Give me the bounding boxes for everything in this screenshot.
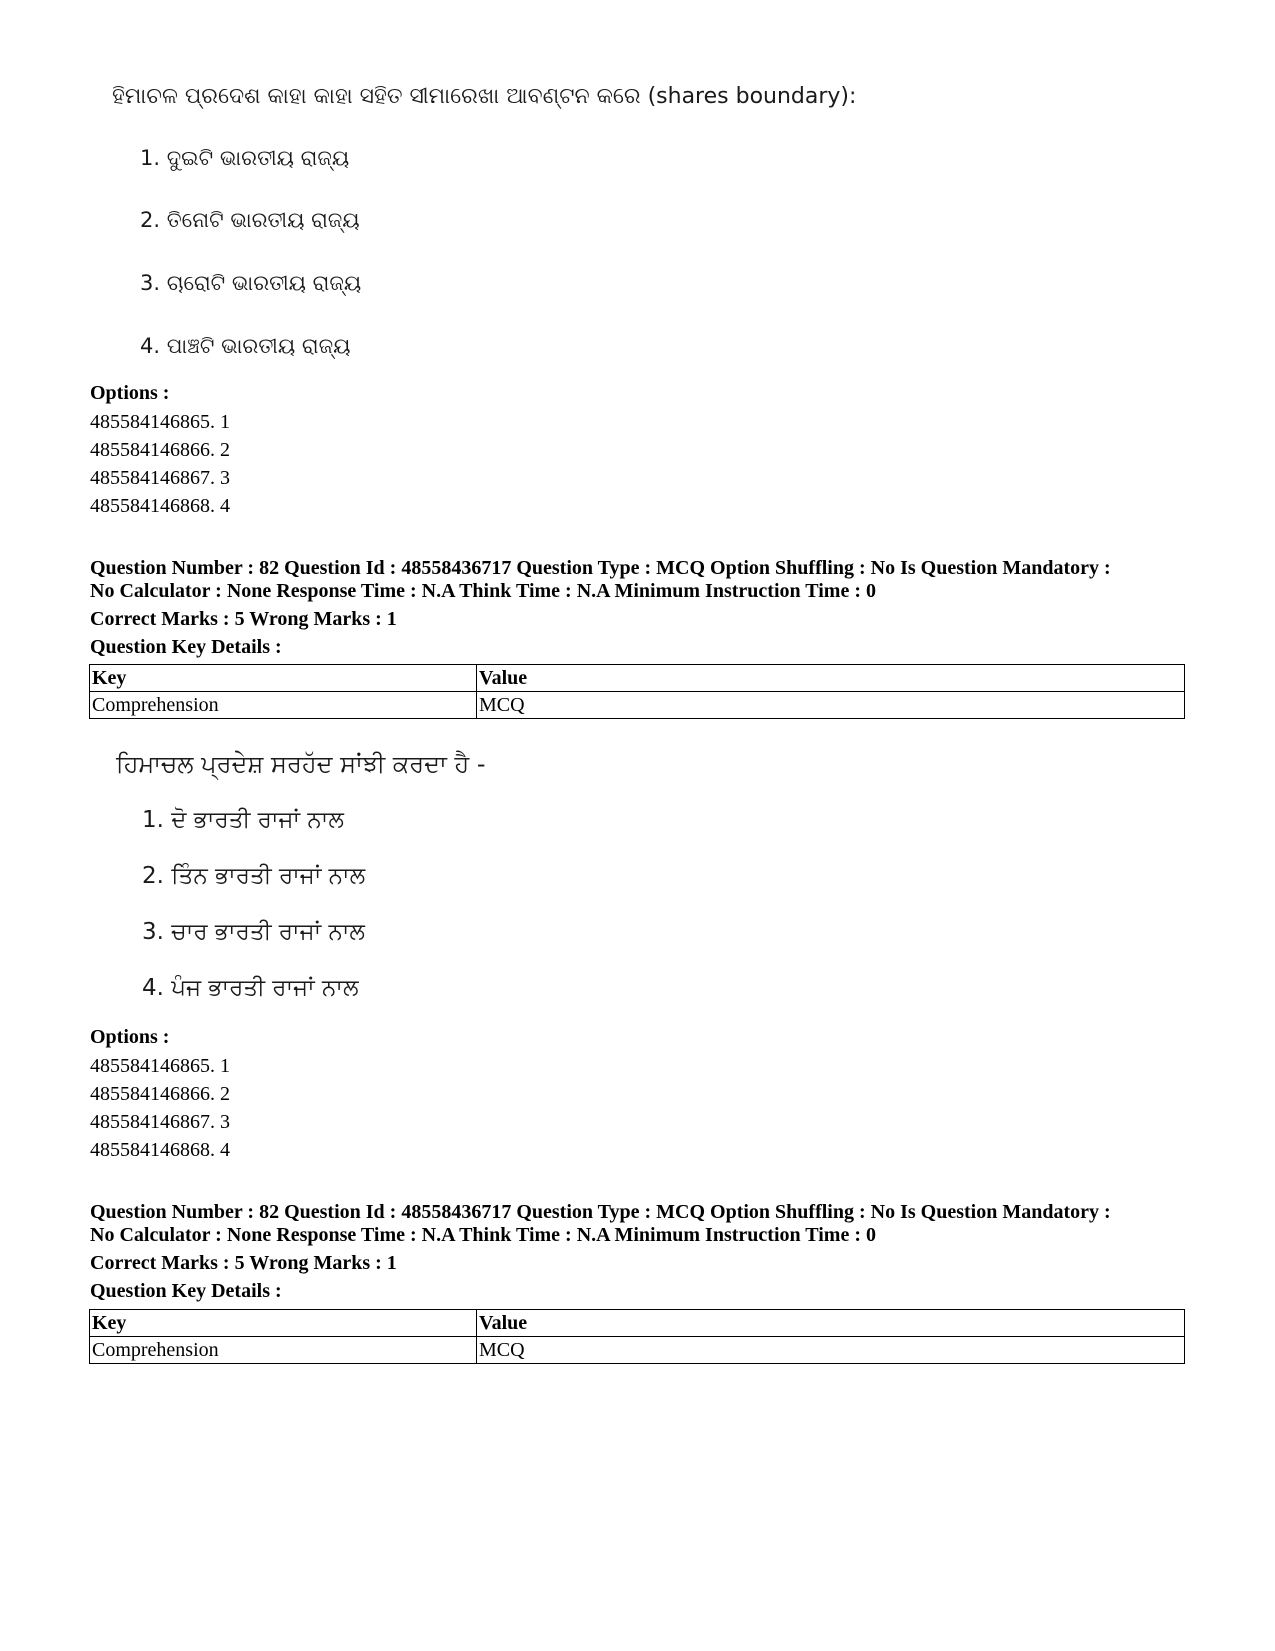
question-choice: 2. ਤਿੰਨ ਭਾਰਤੀ ਰਾਜਾਂ ਨਾਲ bbox=[142, 863, 366, 889]
question-marks: Correct Marks : 5 Wrong Marks : 1 bbox=[90, 1252, 397, 1274]
option-item: 485584146868. 4 bbox=[90, 1139, 230, 1161]
table-row bbox=[90, 1337, 1185, 1364]
question-choice: 3. ଚାରୋଟି ଭାରତୀୟ ରାଜ୍ୟ bbox=[140, 271, 362, 295]
table-cell-key: Comprehension bbox=[90, 692, 477, 719]
options-heading: Options : bbox=[90, 382, 170, 404]
options-list bbox=[90, 1052, 230, 1164]
table-header-row bbox=[90, 665, 1185, 692]
question-meta-line: No Calculator : None Response Time : N.A Think Time : N.A Minimum Instruction Time : 0 bbox=[90, 580, 876, 602]
options-list bbox=[90, 408, 230, 520]
option-item: 485584146865. 1 bbox=[90, 411, 230, 433]
table-header-value: Value bbox=[477, 665, 1185, 692]
question-key-table bbox=[89, 664, 1185, 719]
question-stem: ਹਿਮਾਚਲ ਪ੍ਰਦੇਸ਼ ਸਰਹੱਦ ਸਾਂਝੀ ਕਰਦਾ ਹੈ - bbox=[116, 750, 486, 778]
question-meta-line: Question Number : 82 Question Id : 48558436717 Question Type : MCQ Option Shuffling : No Is Question Mandatory : bbox=[90, 1201, 1111, 1223]
table-header-row bbox=[90, 1310, 1185, 1337]
option-item: 485584146866. 2 bbox=[90, 439, 230, 461]
question-stem: ହିମାଚଳ ପ୍ରଦେଶ କାହା କାହା ସହିତ ସୀମାରେଖା ଆବଣ୍ଟନ କରେ (shares boundary): bbox=[112, 84, 857, 109]
question-choice: 4. ਪੰਜ ਭਾਰਤੀ ਰਾਜਾਂ ਨਾਲ bbox=[142, 975, 359, 1001]
table-header-key: Key bbox=[90, 665, 477, 692]
table-cell-value: MCQ bbox=[477, 1337, 1185, 1364]
question-choice: 4. ପାଞ୍ଚଟି ଭାରତୀୟ ରାଜ୍ୟ bbox=[140, 334, 351, 358]
options-heading: Options : bbox=[90, 1026, 170, 1048]
option-item: 485584146865. 1 bbox=[90, 1055, 230, 1077]
question-key-details-label: Question Key Details : bbox=[90, 636, 282, 658]
question-key-details-label: Question Key Details : bbox=[90, 1280, 282, 1302]
option-item: 485584146867. 3 bbox=[90, 467, 230, 489]
option-item: 485584146866. 2 bbox=[90, 1083, 230, 1105]
question-meta-line: No Calculator : None Response Time : N.A Think Time : N.A Minimum Instruction Time : 0 bbox=[90, 1224, 876, 1246]
question-choice: 2. ତିନୋଟି ଭାରତୀୟ ରାଜ୍ୟ bbox=[140, 208, 360, 232]
question-choice: 3. ਚਾਰ ਭਾਰਤੀ ਰਾਜਾਂ ਨਾਲ bbox=[142, 919, 365, 945]
question-choice: 1. ଦୁଇଟି ଭାରତୀୟ ରାଜ୍ୟ bbox=[140, 146, 350, 170]
table-row bbox=[90, 692, 1185, 719]
table-header-key: Key bbox=[90, 1310, 477, 1337]
table-cell-value: MCQ bbox=[477, 692, 1185, 719]
table-header-value: Value bbox=[477, 1310, 1185, 1337]
question-meta-line: Question Number : 82 Question Id : 48558436717 Question Type : MCQ Option Shuffling : No Is Question Mandatory : bbox=[90, 557, 1111, 579]
table-cell-key: Comprehension bbox=[90, 1337, 477, 1364]
option-item: 485584146867. 3 bbox=[90, 1111, 230, 1133]
option-item: 485584146868. 4 bbox=[90, 495, 230, 517]
question-choice: 1. ਦੋ ਭਾਰਤੀ ਰਾਜਾਂ ਨਾਲ bbox=[142, 807, 344, 833]
question-key-table bbox=[89, 1309, 1185, 1364]
question-marks: Correct Marks : 5 Wrong Marks : 1 bbox=[90, 608, 397, 630]
